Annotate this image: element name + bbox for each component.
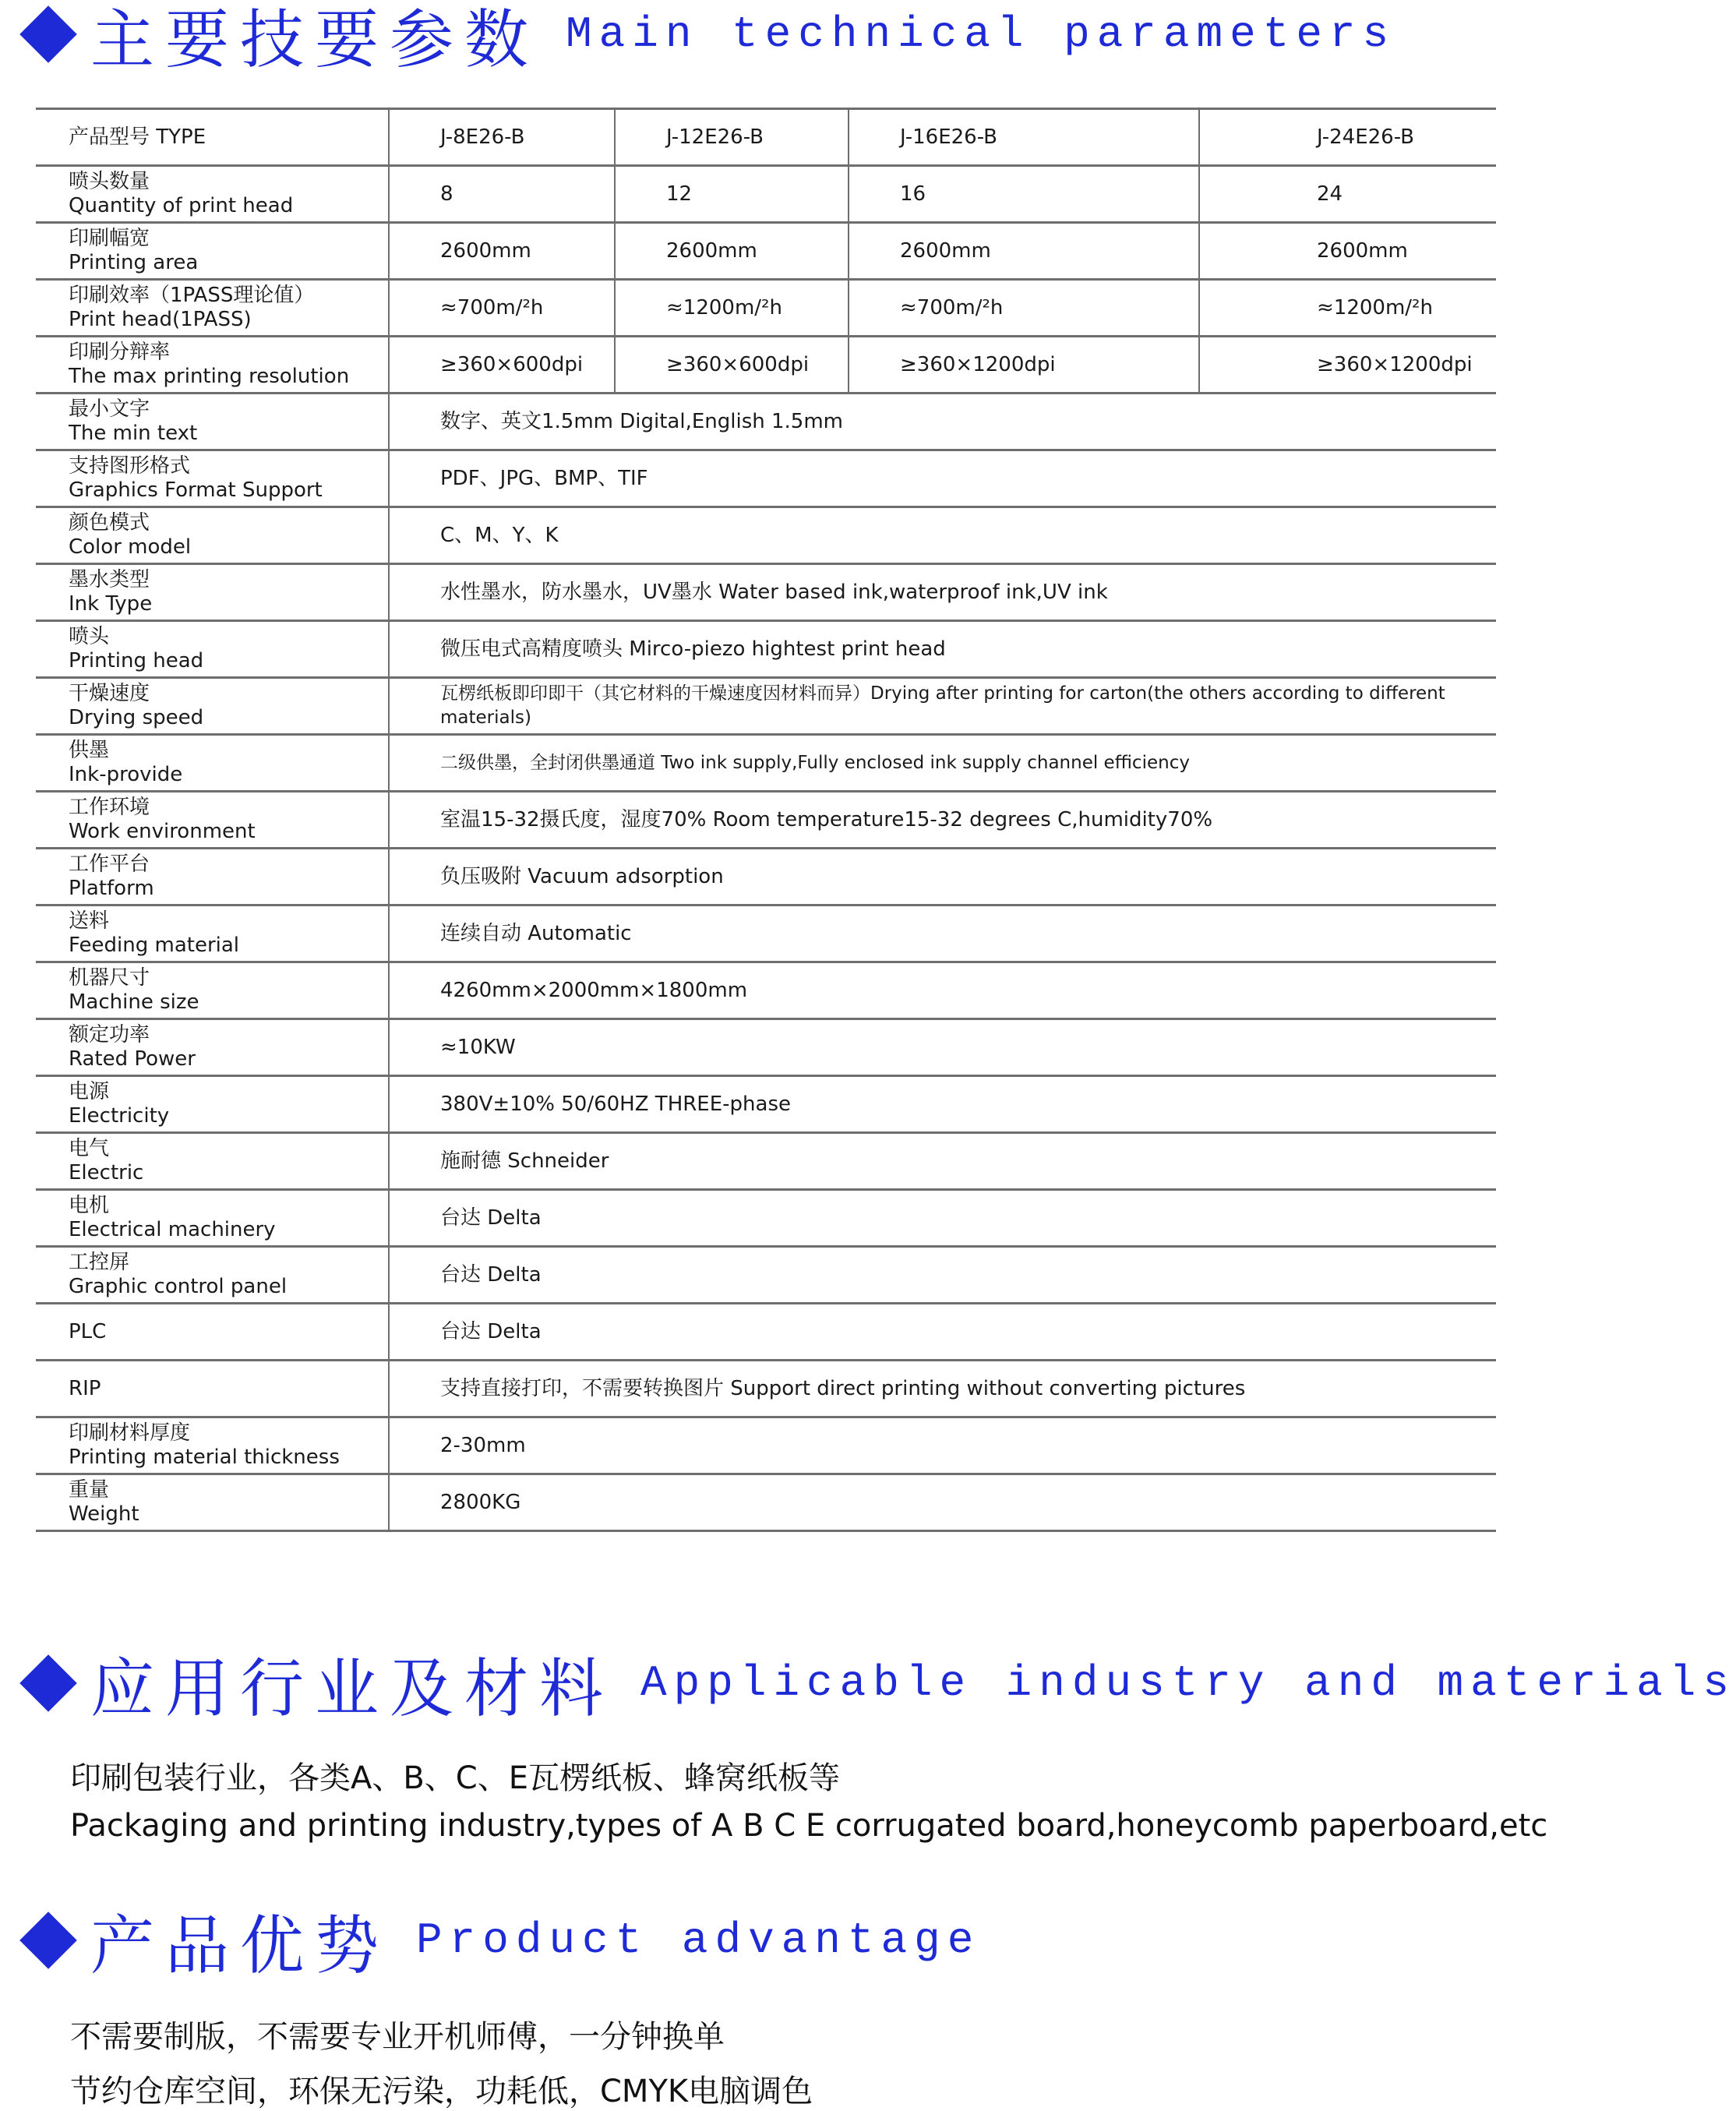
table-row (36, 1076, 1496, 1133)
row-label-cn: 工作环境 (69, 796, 150, 819)
table-row (36, 1247, 1496, 1304)
spec-value-cell: 连续自动 Automatic (389, 905, 1496, 962)
row-label-en: Electrical machinery (69, 1218, 276, 1241)
row-label (36, 1019, 389, 1076)
model-value-cell: 2600mm (849, 223, 1199, 280)
heading-title-cn: 主要技要参数 (90, 2, 540, 77)
model-value-cell: ≥360×1200dpi (1199, 337, 1496, 394)
table-row (36, 223, 1496, 280)
section-heading-advantage (8, 1901, 981, 1983)
table-row (36, 1304, 1496, 1361)
row-label (36, 678, 389, 735)
model-value-cell: ≥360×600dpi (615, 337, 849, 394)
table-row (36, 1361, 1496, 1417)
row-label (36, 1133, 389, 1190)
model-value-cell: ≥360×1200dpi (849, 337, 1199, 394)
row-label-cn: 支持图形格式 (69, 454, 191, 478)
row-label-en: Graphics Format Support (69, 478, 323, 502)
heading-title-cn: 应用行业及材料 (90, 1651, 615, 1726)
row-label-en: Quantity of print head (69, 194, 294, 217)
row-label-cn: 额定功率 (69, 1023, 150, 1047)
table-row (36, 280, 1496, 337)
row-label-cn: 墨水类型 (69, 568, 150, 591)
spec-value-cell: 4260mm×2000mm×1800mm (389, 962, 1496, 1019)
row-label-en: Rated Power (69, 1047, 196, 1071)
spec-value-cell: 台达 Delta (389, 1304, 1496, 1361)
model-cell: J-16E26-B (849, 109, 1199, 166)
model-value-cell: ≈1200m/²h (615, 280, 849, 337)
table-row (36, 394, 1496, 450)
table-row (36, 1474, 1496, 1531)
model-value-cell: 2600mm (1199, 223, 1496, 280)
row-label-cn: 工控屏 (69, 1251, 130, 1274)
heading-title-en: Main technical parameters (566, 9, 1396, 59)
row-label (36, 1076, 389, 1133)
table-row (36, 337, 1496, 394)
row-label-cn: 电机 (69, 1194, 110, 1217)
model-value-cell: 2600mm (389, 223, 615, 280)
spec-value-cell: 支持直接打印，不需要转换图片 Support direct printing without converting pictures (389, 1361, 1496, 1417)
model-cell: J-24E26-B (1199, 109, 1496, 166)
model-value-cell: 12 (615, 166, 849, 223)
spec-value-cell: PDF、JPG、BMP、TIF (389, 450, 1496, 507)
row-label-en: RIP (69, 1376, 101, 1400)
row-label (36, 849, 389, 905)
spec-value-cell: 水性墨水，防水墨水，UV墨水 Water based ink,waterproof ink,UV ink (389, 564, 1496, 621)
table-row (36, 962, 1496, 1019)
spec-table-body (36, 109, 1496, 1531)
row-label (36, 1190, 389, 1247)
row-label-en: Graphic control panel (69, 1275, 288, 1298)
model-value-cell: 2600mm (615, 223, 849, 280)
diamond-bullet-icon (19, 1654, 77, 1712)
row-label-en: Drying speed (69, 706, 204, 729)
model-cell: J-8E26-B (389, 109, 615, 166)
row-label (36, 792, 389, 849)
table-row-header (36, 109, 1496, 166)
row-label-cn: 机器尺寸 (69, 966, 150, 990)
row-label-en: Color model (69, 535, 192, 559)
row-label (36, 621, 389, 678)
row-label (36, 223, 389, 280)
row-label-cn: 喷头 (69, 625, 110, 648)
spec-table (36, 108, 1496, 1532)
heading-title-en: Applicable industry and materials (640, 1658, 1736, 1708)
table-row (36, 507, 1496, 564)
row-label: 产品型号 TYPE (36, 109, 389, 166)
row-label (36, 962, 389, 1019)
row-label (36, 1247, 389, 1304)
model-value-cell: 8 (389, 166, 615, 223)
row-label-cn: 喷头数量 (69, 170, 150, 193)
diamond-bullet-icon (19, 1912, 77, 1969)
row-label (36, 905, 389, 962)
spec-value-cell: 微压电式高精度喷头 Mirco-piezo hightest print head (389, 621, 1496, 678)
row-label (36, 337, 389, 394)
row-label (36, 735, 389, 792)
row-label-en: The min text (69, 422, 198, 445)
row-label-cn: 印刷效率（1PASS理论值） (69, 284, 315, 307)
section-heading-parameters (8, 0, 1396, 77)
model-value-cell: ≈700m/²h (849, 280, 1199, 337)
row-label-en: Ink-provide (69, 763, 183, 786)
spec-value-cell: 二级供墨，全封闭供墨通道 Two ink supply,Fully enclosed ink supply channel efficiency (389, 735, 1496, 792)
spec-value-cell: 台达 Delta (389, 1247, 1496, 1304)
spec-value-cell: 室温15-32摄氏度，湿度70% Room temperature15-32 degrees C,humidity70% (389, 792, 1496, 849)
row-label-cn: 重量 (69, 1478, 110, 1502)
spec-value-cell: 2-30mm (389, 1417, 1496, 1474)
row-label-en: Ink Type (69, 592, 153, 616)
table-row (36, 678, 1496, 735)
industry-text-cn: 印刷包装行业，各类A、B、C、E瓦楞纸板、蜂窝纸板等 (70, 1760, 841, 1796)
heading-title-cn: 产品优势 (90, 1908, 390, 1983)
model-value-cell: ≈700m/²h (389, 280, 615, 337)
row-label (36, 564, 389, 621)
row-label (36, 1474, 389, 1531)
table-row (36, 1019, 1496, 1076)
table-row (36, 621, 1496, 678)
row-label-cn: 电气 (69, 1137, 110, 1160)
row-label-en: Printing area (69, 251, 199, 274)
diamond-bullet-icon (19, 5, 77, 63)
row-label-en: Electricity (69, 1104, 170, 1128)
table-row (36, 1133, 1496, 1190)
spec-value-cell: 380V±10% 50/60HZ THREE-phase (389, 1076, 1496, 1133)
section-heading-industry (8, 1644, 1736, 1726)
row-label-cn: 印刷分辩率 (69, 341, 171, 364)
row-label-cn: 电源 (69, 1080, 110, 1103)
spec-value-cell: 2800KG (389, 1474, 1496, 1531)
row-label (36, 280, 389, 337)
industry-text-en: Packaging and printing industry,types of A B C E corrugated board,honeycomb paperboard,etc (70, 1808, 1548, 1844)
spec-value-cell: 瓦楞纸板即印即干（其它材料的干燥速度因材料而异）Drying after printing for carton(the others according to different materials) (389, 678, 1496, 735)
table-row (36, 166, 1496, 223)
row-label-en: Feeding material (69, 934, 240, 957)
model-value-cell: 24 (1199, 166, 1496, 223)
row-label-en: Electric (69, 1161, 144, 1184)
row-label-cn: 干燥速度 (69, 682, 150, 705)
model-value-cell: 16 (849, 166, 1199, 223)
row-label-en: Printing head (69, 649, 204, 672)
row-label (36, 166, 389, 223)
row-label-cn: 最小文字 (69, 397, 150, 421)
table-row (36, 792, 1496, 849)
spec-value-cell: 施耐德 Schneider (389, 1133, 1496, 1190)
row-label-en: Machine size (69, 990, 199, 1014)
row-label-cn: 印刷材料厚度 (69, 1421, 191, 1445)
spec-value-cell: C、M、Y、K (389, 507, 1496, 564)
row-label-cn: 印刷幅宽 (69, 227, 150, 250)
table-row (36, 849, 1496, 905)
advantage-text-1: 不需要制版，不需要专业开机师傅，一分钟换单 (70, 2019, 725, 2055)
row-label (36, 1304, 389, 1361)
row-label-en: Weight (69, 1502, 139, 1526)
spec-value-cell: 负压吸附 Vacuum adsorption (389, 849, 1496, 905)
table-row (36, 1417, 1496, 1474)
row-label (36, 394, 389, 450)
spec-value-cell: 数字、英文1.5mm Digital,English 1.5mm (389, 394, 1496, 450)
row-label (36, 450, 389, 507)
row-label-cn: 供墨 (69, 739, 110, 762)
model-value-cell: ≥360×600dpi (389, 337, 615, 394)
spec-value-cell: 台达 Delta (389, 1190, 1496, 1247)
row-label-cn: 工作平台 (69, 853, 150, 876)
row-label-cn: 颜色模式 (69, 511, 150, 535)
row-label (36, 1417, 389, 1474)
model-value-cell: ≈1200m/²h (1199, 280, 1496, 337)
table-row (36, 735, 1496, 792)
row-label-en: Printing material thickness (69, 1446, 340, 1469)
heading-title-en: Product advantage (416, 1915, 981, 1965)
row-label (36, 1361, 389, 1417)
table-row (36, 564, 1496, 621)
row-label (36, 507, 389, 564)
table-row (36, 905, 1496, 962)
table-row (36, 1190, 1496, 1247)
row-label-en: PLC (69, 1319, 107, 1343)
row-label-en: The max printing resolution (69, 365, 350, 388)
table-row (36, 450, 1496, 507)
spec-value-cell: ≈10KW (389, 1019, 1496, 1076)
advantage-text-2: 节约仓库空间，环保无污染，功耗低，CMYK电脑调色 (70, 2074, 813, 2109)
model-cell: J-12E26-B (615, 109, 849, 166)
row-label-en: Work environment (69, 820, 256, 843)
row-label-en: Platform (69, 877, 154, 900)
row-label-en: Print head(1PASS) (69, 308, 252, 331)
row-label-cn: 送料 (69, 909, 110, 933)
